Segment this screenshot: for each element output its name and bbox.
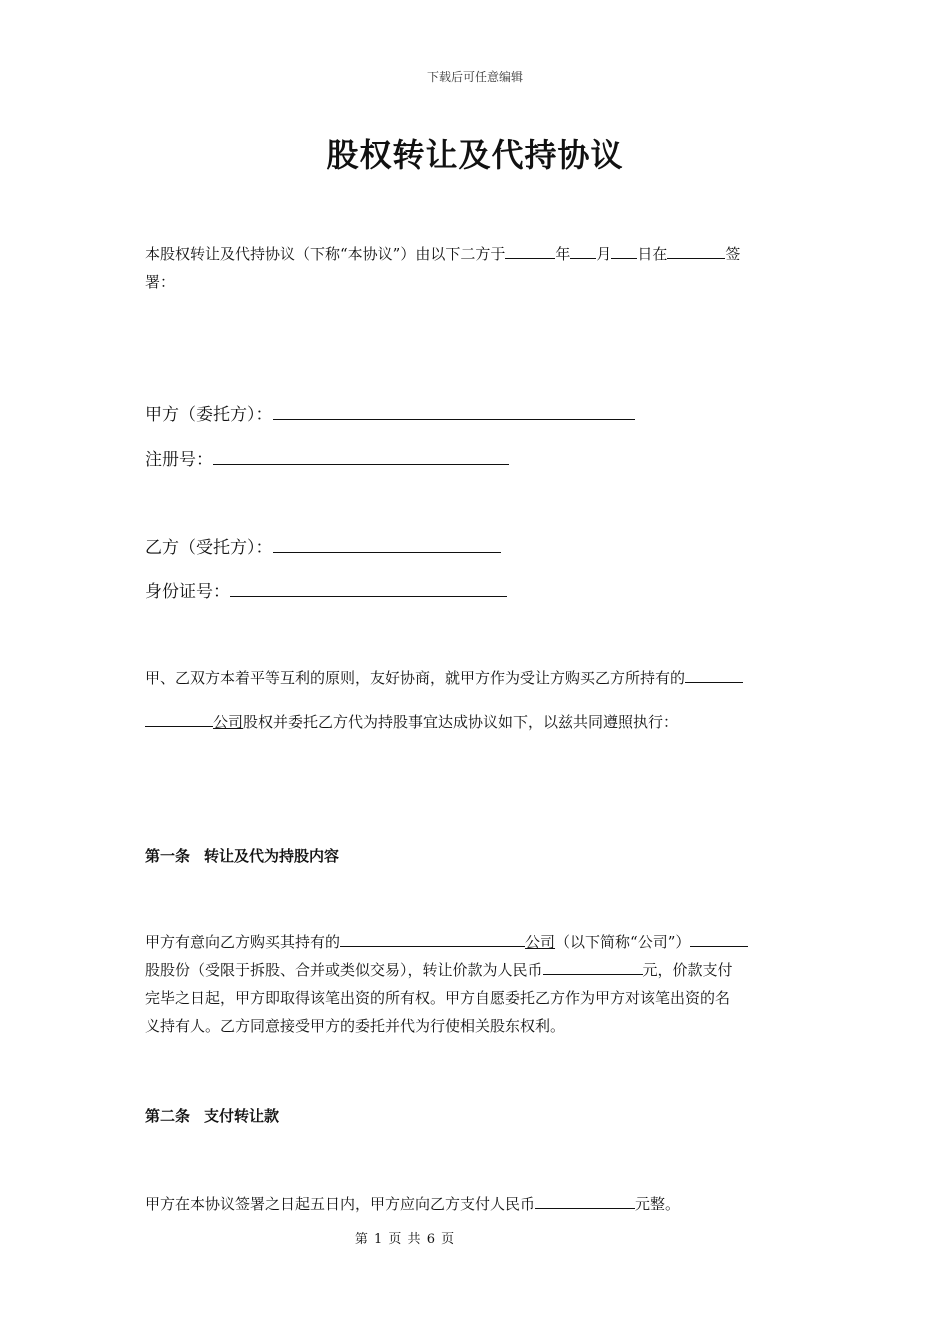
article-1-text-3: （以下简称“公司”） <box>555 933 691 951</box>
article-1-title: 转让及代为持股内容 <box>204 847 340 865</box>
party-b-id-label: 身份证号： <box>145 582 230 602</box>
article-1-text-4: 股股份（受限于拆股、合并或类似交易），转让价款为人民币 <box>145 961 543 979</box>
company-blank-2 <box>145 708 213 727</box>
article-1-company-blank <box>340 928 525 947</box>
date-day-blank <box>611 240 637 259</box>
date-year-blank <box>505 240 555 259</box>
article-2-number: 第二条 <box>145 1107 191 1125</box>
preamble-text-1: 甲、乙双方本着平等互利的原则，友好协商，就甲方作为受让方购买乙方所持有的 <box>145 669 686 687</box>
intro-month: 月 <box>596 245 612 263</box>
company-blank-1 <box>685 664 743 683</box>
party-a-row <box>145 401 635 427</box>
preamble-text-2: 股权并委托乙方代为持股事宜达成协议如下，以兹共同遵照执行： <box>243 713 679 731</box>
article-2-text-1: 甲方在本协议签署之日起五日内，甲方应向乙方支付人民币 <box>145 1195 536 1213</box>
party-a-reg-row <box>145 446 509 472</box>
article-1-heading <box>145 845 339 866</box>
party-b-id-row <box>145 578 507 604</box>
place-blank <box>667 240 725 259</box>
article-2-text-2: 元整。 <box>635 1195 681 1213</box>
article-1-text-1: 甲方有意向乙方购买其持有的 <box>145 933 341 951</box>
article-2-amount-blank <box>535 1190 635 1209</box>
intro-paragraph <box>145 240 807 296</box>
preamble-line-1 <box>145 664 807 692</box>
header-note: 下载后可任意编辑 <box>426 70 523 84</box>
intro-year: 年 <box>555 245 571 263</box>
article-1-body <box>145 928 807 1040</box>
party-b-label: 乙方（受托方）： <box>145 538 273 558</box>
party-a-reg-label: 注册号： <box>145 450 213 470</box>
document-title: 股权转让及代持协议 <box>326 136 624 174</box>
party-b-id-field[interactable] <box>230 578 507 597</box>
article-1-text-6: 完毕之日起，甲方即取得该笔出资的所有权。甲方自愿委托乙方作为甲方对该笔出资的名 <box>145 989 731 1007</box>
article-2-title: 支付转让款 <box>204 1107 280 1125</box>
party-a-field[interactable] <box>273 401 635 420</box>
page-footer: 第 1 页 共 6 页 <box>354 1232 456 1247</box>
intro-text: 本股权转让及代持协议（下称“本协议”）由以下二方于 <box>145 245 506 263</box>
preamble-line-2 <box>145 708 807 736</box>
article-1-number: 第一条 <box>145 847 191 865</box>
article-1-company: 公司 <box>525 933 556 951</box>
article-1-text-5: 元，价款支付 <box>642 961 733 979</box>
article-1-price-blank <box>543 956 643 975</box>
party-a-label: 甲方（委托方）： <box>145 405 273 425</box>
date-month-blank <box>570 240 596 259</box>
article-2-body <box>145 1190 807 1218</box>
article-2-heading <box>145 1105 279 1126</box>
party-b-field[interactable] <box>273 534 501 553</box>
article-1-text-7: 义持有人。乙方同意接受甲方的委托并代为行使相关股东权利。 <box>145 1017 566 1035</box>
preamble-company: 公司 <box>213 713 244 731</box>
intro-sign: 签 <box>725 245 741 263</box>
article-1-shares-blank <box>690 928 748 947</box>
party-b-row <box>145 534 501 560</box>
intro-day: 日在 <box>637 245 668 263</box>
intro-sign-cont: 署： <box>145 273 176 291</box>
party-a-reg-field[interactable] <box>213 446 509 465</box>
